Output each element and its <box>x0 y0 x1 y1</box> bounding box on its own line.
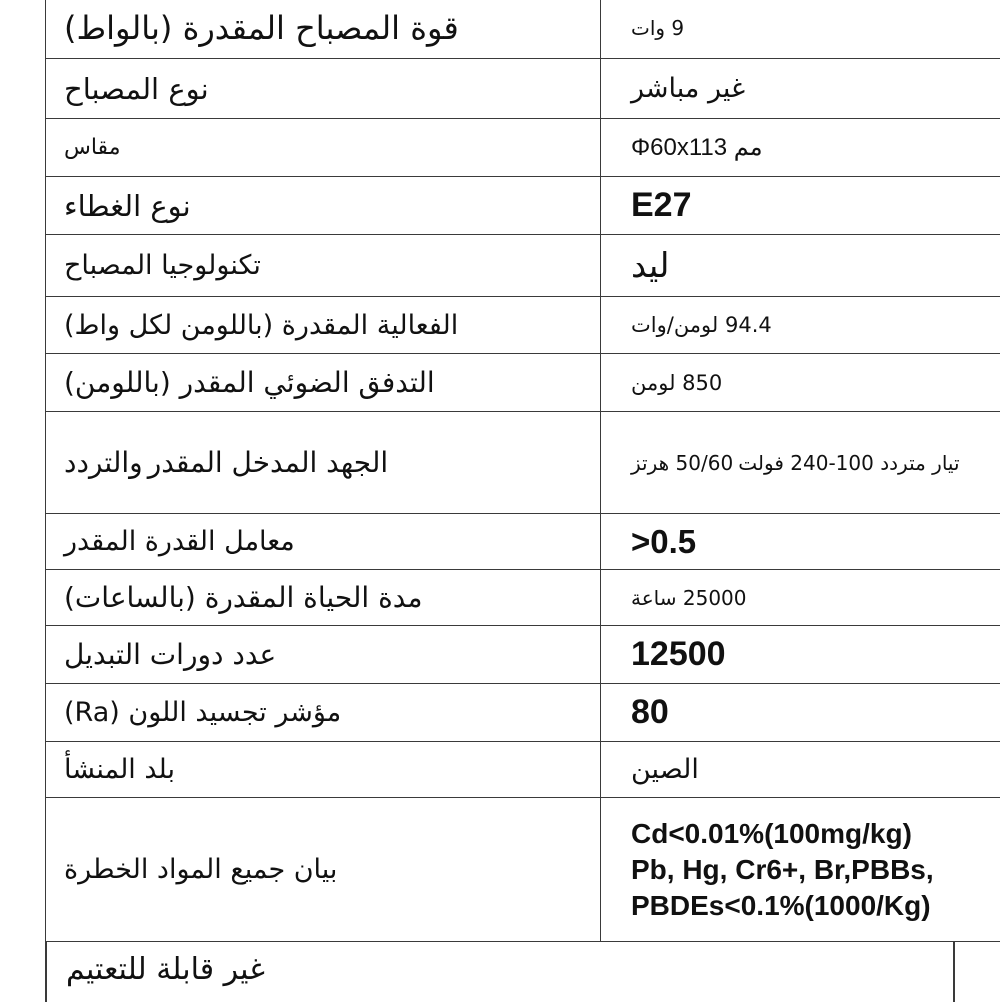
row-label: نوع الغطاء <box>46 177 601 235</box>
table-row <box>46 235 1000 297</box>
table-row <box>46 297 1000 354</box>
row-value: ليد <box>601 235 1000 297</box>
row-value: Φ60x113 مم <box>601 119 1000 177</box>
table-row <box>46 177 1000 235</box>
table-row <box>46 798 1000 942</box>
table-row <box>46 570 1000 626</box>
dimmable-note: غير قابلة للتعتيم <box>66 952 265 987</box>
row-label: مؤشر تجسيد اللون (Ra) <box>46 684 601 742</box>
spec-table <box>45 0 1000 942</box>
row-label: تكنولوجيا المصباح <box>46 235 601 297</box>
row-value: E27 <box>601 177 1000 235</box>
table-border-right <box>953 942 955 1002</box>
value-line: تيار متردد 100-240 فولت <box>738 442 959 484</box>
row-value: 94.4 لومن/وات <box>601 297 1000 354</box>
row-value: الصين <box>601 742 1000 798</box>
row-value: 12500 <box>601 626 1000 684</box>
table-border-left <box>45 942 47 1002</box>
row-label: عدد دورات التبديل <box>46 626 601 684</box>
table-row <box>46 742 1000 798</box>
row-label: بلد المنشأ <box>46 742 601 798</box>
row-value: 850 لومن <box>601 354 1000 412</box>
row-value: >0.5 <box>601 514 1000 570</box>
row-label <box>46 412 601 514</box>
label-line: والتردد <box>64 441 143 485</box>
row-value <box>601 798 1000 942</box>
table-row <box>46 0 1000 59</box>
value-line: PBDEs<0.1%(1000/Kg) <box>631 888 1000 924</box>
row-label: مدة الحياة المقدرة (بالساعات) <box>46 570 601 626</box>
table-row <box>46 626 1000 684</box>
row-label: مقاس <box>46 119 601 177</box>
table-row <box>46 684 1000 742</box>
row-label: نوع المصباح <box>46 59 601 119</box>
row-label: معامل القدرة المقدر <box>46 514 601 570</box>
row-value: غير مباشر <box>601 59 1000 119</box>
table-row <box>46 514 1000 570</box>
row-label: بيان جميع المواد الخطرة <box>46 798 601 942</box>
row-value: 9 وات <box>601 0 1000 59</box>
table-row <box>46 59 1000 119</box>
table-row <box>46 412 1000 514</box>
row-value <box>601 412 1000 514</box>
row-value: 80 <box>601 684 1000 742</box>
row-label: التدفق الضوئي المقدر (باللومن) <box>46 354 601 412</box>
table-row <box>46 354 1000 412</box>
row-label: الفعالية المقدرة (باللومن لكل واط) <box>46 297 601 354</box>
value-line: Cd<0.01%(100mg/kg) <box>631 816 1000 852</box>
row-label: قوة المصباح المقدرة (بالواط) <box>46 0 601 59</box>
value-line: 50/60 هرتز <box>631 442 733 484</box>
table-row <box>46 119 1000 177</box>
value-line: Pb, Hg, Cr6+, Br,PBBs, <box>631 852 1000 888</box>
label-line: الجهد المدخل المقدر <box>148 441 388 485</box>
row-value: 25000 ساعة <box>601 570 1000 626</box>
